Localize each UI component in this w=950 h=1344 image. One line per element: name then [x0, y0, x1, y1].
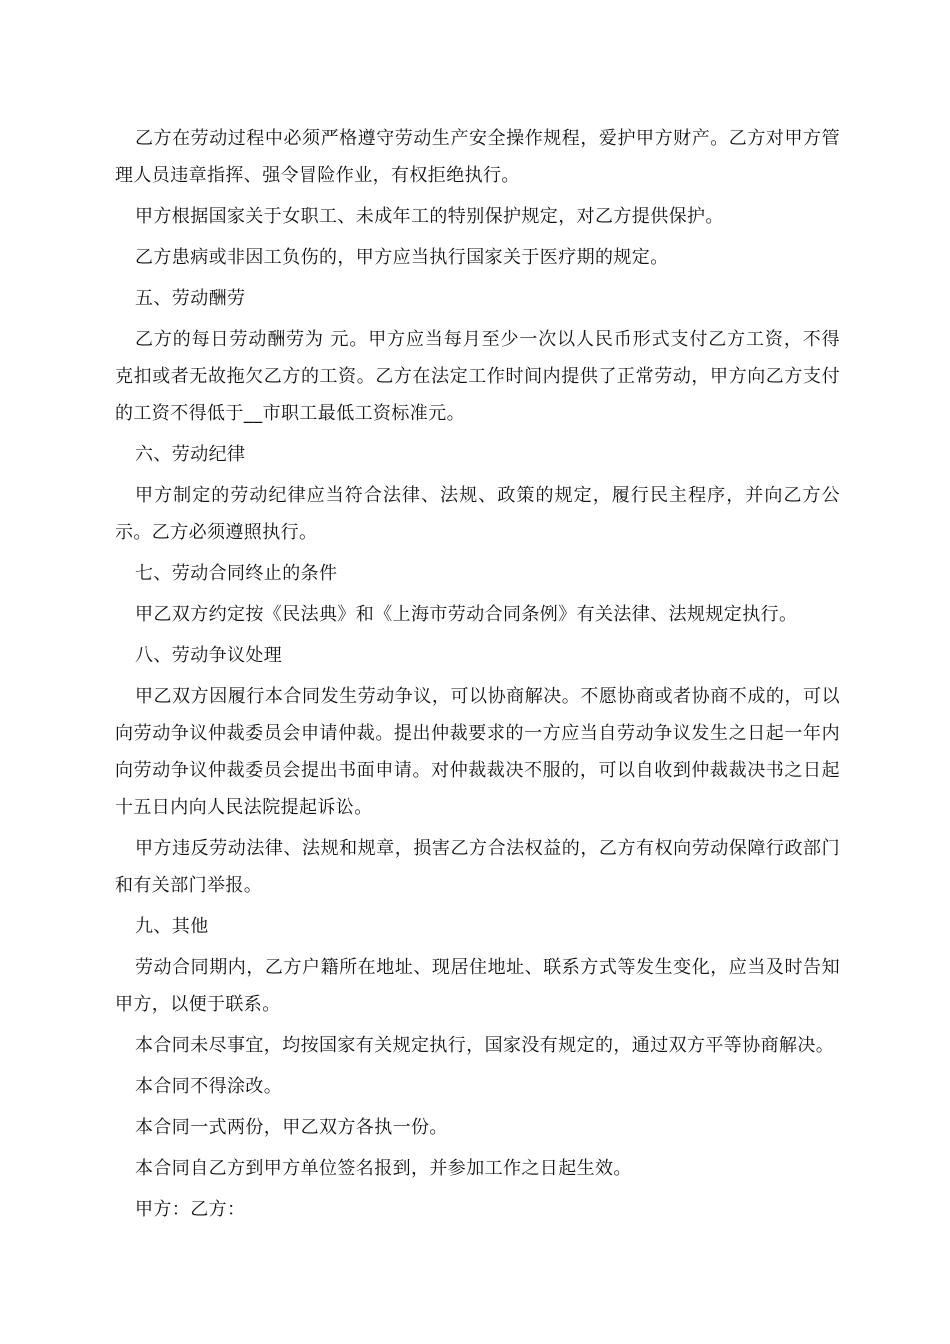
document-body	[115, 120, 840, 1232]
paragraph-medical-period: 乙方患病或非因工负伤的，甲方应当执行国家关于医疗期的规定。	[135, 247, 669, 268]
section-heading-remuneration: 五、劳动酬劳	[135, 288, 246, 309]
paragraph-dispute-report: 甲方违反劳动法律、法规和规章，损害乙方合法权益的，乙方有权向劳动保障行政部门和有关部门举报。	[115, 838, 840, 896]
paragraph-contact-change: 劳动合同期内，乙方户籍所在地址、现居住地址、联系方式等发生变化，应当及时告知甲方，以便于联系。	[115, 957, 840, 1015]
section-heading-discipline: 六、劳动纪律	[135, 444, 246, 465]
paragraph-dispute-arbitration: 甲乙双方因履行本合同发生劳动争议，可以协商解决。不愿协商或者协商不成的，可以向劳动争议仲裁委员会申请仲裁。提出仲裁要求的一方应当自劳动争议发生之日起一年内向劳动争议仲裁委员会提出书面申请。对仲裁裁决不服的，可以自收到仲裁裁决书之日起十五日内向人民法院提起诉讼。	[115, 686, 840, 818]
paragraph-safety-rules: 乙方在劳动过程中必须严格遵守劳动生产安全操作规程，爱护甲方财产。乙方对甲方管理人员违章指挥、强令冒险作业，有权拒绝执行。	[115, 128, 840, 186]
paragraph-discipline: 甲方制定的劳动纪律应当符合法律、法规、政策的规定，履行民主程序，并向乙方公示。乙方必须遵照执行。	[115, 485, 840, 543]
signature-line: 甲方：乙方：	[135, 1199, 246, 1220]
section-heading-dispute: 八、劳动争议处理	[135, 645, 283, 666]
section-heading-termination: 七、劳动合同终止的条件	[135, 563, 338, 584]
paragraph-remuneration: 乙方的每日劳动酬劳为 元。甲方应当每月至少一次以人民币形式支付乙方工资，不得克扣或者无故拖欠乙方的工资。乙方在法定工作时间内提供了正常劳动，甲方向乙方支付的工资不得低于__市职工最低工资标准元。	[115, 329, 840, 424]
section-heading-other: 九、其他	[135, 916, 209, 937]
paragraph-unaddressed-matters: 本合同未尽事宜，均按国家有关规定执行，国家没有规定的，通过双方平等协商解决。	[135, 1035, 835, 1056]
paragraph-copies: 本合同一式两份，甲乙双方各执一份。	[135, 1117, 448, 1138]
paragraph-no-alteration: 本合同不得涂改。	[135, 1076, 283, 1097]
paragraph-female-worker-protection: 甲方根据国家关于女职工、未成年工的特别保护规定，对乙方提供保护。	[135, 206, 724, 227]
paragraph-termination: 甲乙双方约定按《民法典》和《上海市劳动合同条例》有关法律、法规规定执行。	[135, 604, 798, 625]
paragraph-effective-date: 本合同自乙方到甲方单位签名报到，并参加工作之日起生效。	[135, 1158, 632, 1179]
